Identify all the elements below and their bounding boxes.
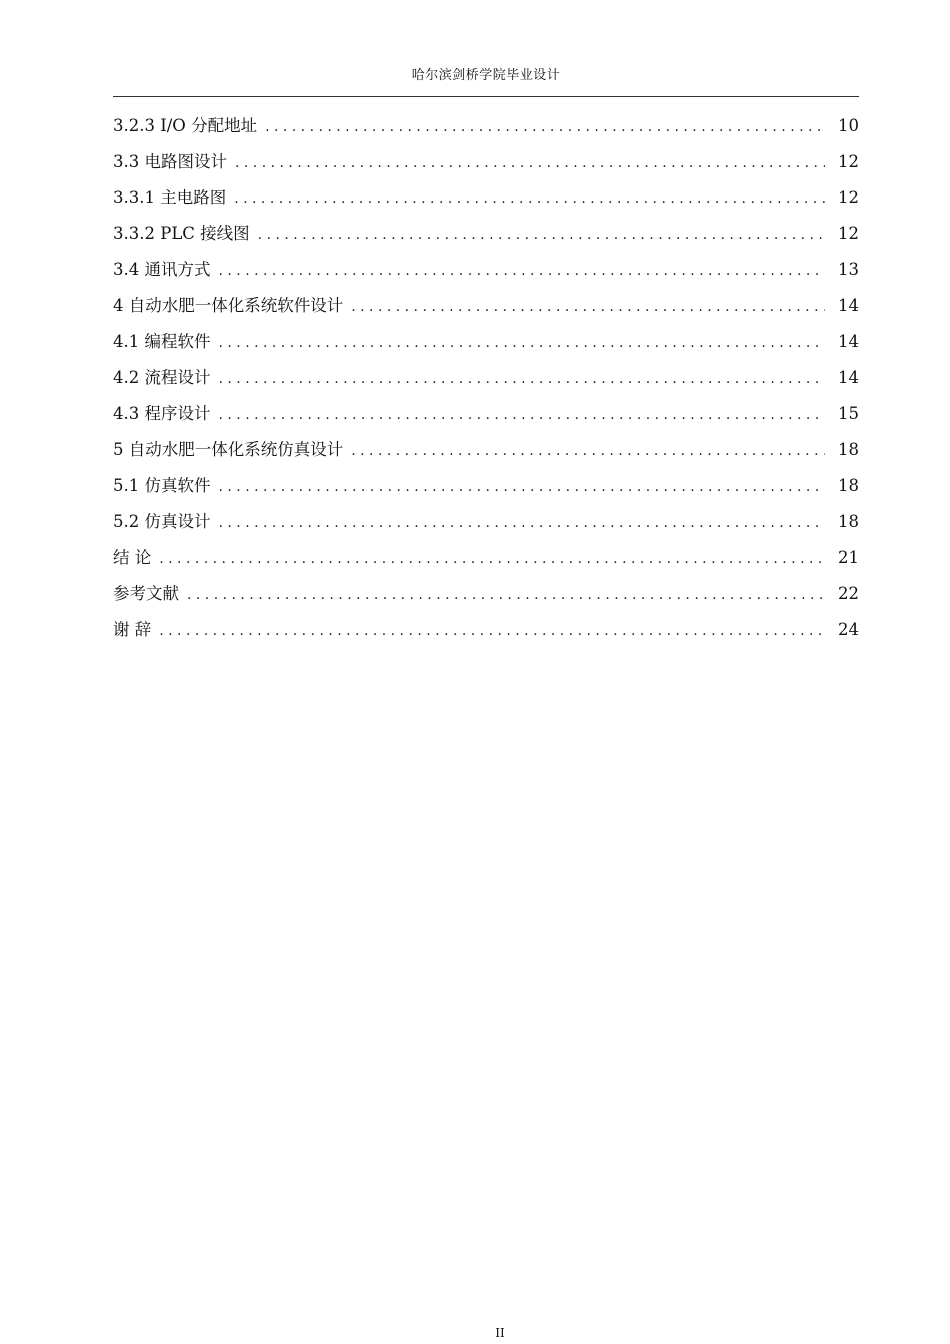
toc-entry-title: 3.2.3 I/O 分配地址 [113, 112, 265, 136]
toc-entry-title: 4.3 程序设计 [113, 400, 219, 424]
toc-entry-page: 12 [825, 188, 859, 207]
toc-leader-dots [219, 263, 826, 279]
toc-entry-page: 13 [825, 260, 859, 279]
toc-entry-page: 18 [825, 440, 859, 459]
toc-entry[interactable] [113, 364, 859, 400]
toc-entry-title: 4 自动水肥一体化系统软件设计 [113, 292, 351, 316]
toc-entry[interactable] [113, 400, 859, 436]
header-divider [113, 96, 859, 97]
toc-entry-page: 14 [825, 368, 859, 387]
toc-entry-page: 14 [825, 332, 859, 351]
toc-entry[interactable] [113, 544, 859, 580]
toc-entry-title: 5 自动水肥一体化系统仿真设计 [113, 436, 351, 460]
toc-entry[interactable] [113, 292, 859, 328]
toc-entry-page: 18 [825, 476, 859, 495]
toc-leader-dots [219, 479, 826, 495]
page-header: 哈尔滨剑桥学院毕业设计 [411, 68, 561, 83]
toc-entry-page: 21 [825, 548, 859, 567]
toc-entry-page: 10 [825, 116, 859, 135]
toc-entry-title: 5.2 仿真设计 [113, 508, 219, 532]
toc-entry-title: 参考文献 [113, 580, 187, 604]
toc-entry[interactable] [113, 616, 859, 652]
toc-entry[interactable] [113, 184, 859, 220]
table-of-contents [113, 112, 859, 652]
toc-leader-dots [351, 443, 825, 459]
toc-leader-dots [235, 155, 825, 171]
toc-leader-dots [234, 191, 825, 207]
toc-entry[interactable] [113, 112, 859, 148]
toc-entry[interactable] [113, 508, 859, 544]
toc-leader-dots [159, 623, 825, 639]
toc-leader-dots [187, 587, 825, 603]
toc-entry-page: 14 [825, 296, 859, 315]
toc-entry[interactable] [113, 220, 859, 256]
toc-entry-title: 5.1 仿真软件 [113, 472, 219, 496]
toc-entry-page: 24 [825, 620, 859, 639]
toc-entry-title: 3.3.2 PLC 接线图 [113, 220, 258, 244]
toc-entry[interactable] [113, 436, 859, 472]
toc-leader-dots [219, 515, 826, 531]
toc-entry-title: 4.2 流程设计 [113, 364, 219, 388]
toc-leader-dots [219, 407, 826, 423]
toc-leader-dots [219, 371, 826, 387]
toc-entry-title: 3.3.1 主电路图 [113, 184, 234, 208]
toc-leader-dots [351, 299, 825, 315]
toc-entry[interactable] [113, 148, 859, 184]
toc-leader-dots [258, 227, 825, 243]
toc-entry-title: 3.3 电路图设计 [113, 148, 235, 172]
toc-entry[interactable] [113, 256, 859, 292]
toc-leader-dots [159, 551, 825, 567]
toc-entry-page: 12 [825, 224, 859, 243]
toc-entry[interactable] [113, 580, 859, 616]
page-number: II [495, 1326, 505, 1340]
toc-entry-title: 结 论 [113, 544, 159, 568]
toc-entry[interactable] [113, 472, 859, 508]
toc-entry-page: 15 [825, 404, 859, 423]
toc-entry-title: 3.4 通讯方式 [113, 256, 219, 280]
toc-leader-dots [219, 335, 826, 351]
toc-entry[interactable] [113, 328, 859, 364]
toc-entry-page: 12 [825, 152, 859, 171]
toc-entry-page: 22 [825, 584, 859, 603]
toc-entry-title: 4.1 编程软件 [113, 328, 219, 352]
toc-entry-page: 18 [825, 512, 859, 531]
toc-leader-dots [265, 119, 825, 135]
toc-entry-title: 谢 辞 [113, 616, 159, 640]
